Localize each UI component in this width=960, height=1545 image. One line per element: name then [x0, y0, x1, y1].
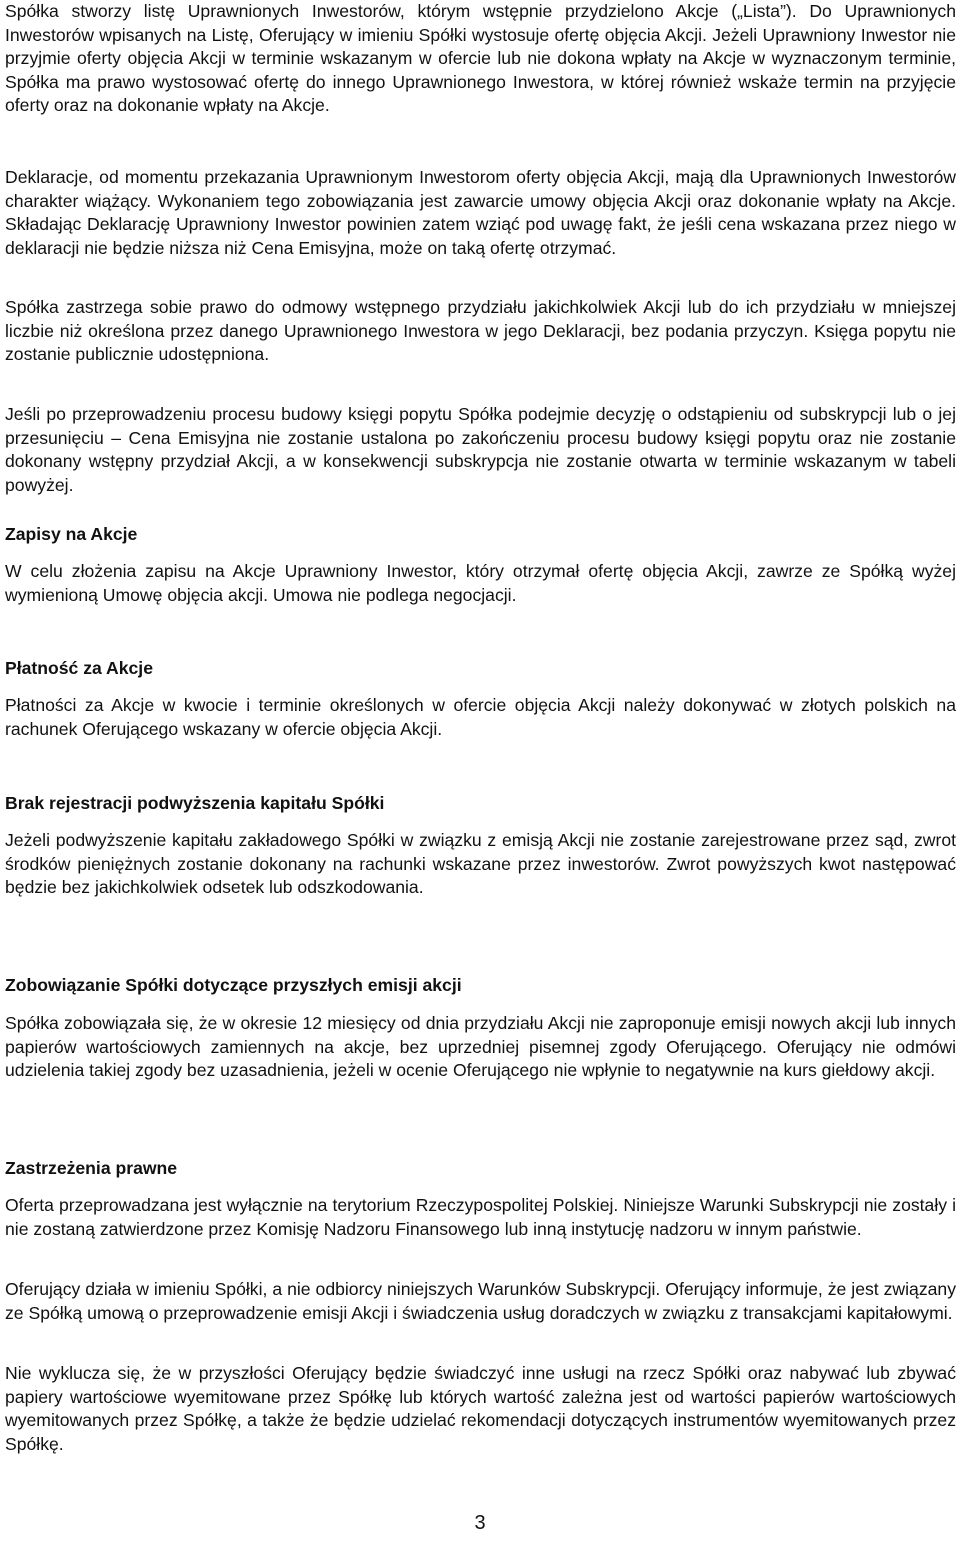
paragraph-zastrzezenia-1: Oferta przeprowadzana jest wyłącznie na terytorium Rzeczypospolitej Polskiej. Niniejsze Warunki Subskrypcji nie zostały i nie zostaną zatwierdzone przez Komisję Nadzoru Finansowego lub inną instytucję nadzoru w innym państwie. [5, 1195, 956, 1239]
paragraph-zobowiazanie: Spółka zobowiązała się, że w okresie 12 miesięcy od dnia przydziału Akcji nie zaproponuje emisji nowych akcji lub innych papierów wartościowych zamiennych na akcje, bez uprzedniej pisemnej zgody Oferującego. Oferujący nie odmówi udzielenia takiej zgody bez uzasadnienia, jeżeli w ocenie Oferującego nie wpłynie to negatywnie na kurs giełdowy akcji. [5, 1013, 956, 1081]
paragraph-platnosc: Płatności za Akcje w kwocie i terminie określonych w ofercie objęcia Akcji należy dokonywać w złotych polskich na rachunek Oferującego wskazany w ofercie objęcia Akcji. [5, 695, 956, 739]
paragraph-zastrzezenia-3: Nie wyklucza się, że w przyszłości Oferujący będzie świadczyć inne usługi na rzecz Spółki oraz nabywać lub zbywać papiery wartościowe wyemitowane przez Spółkę lub których wartość zależna jest od wartości papierów wartościowych wyemitowanych przez Spółkę, a także że będzie udzielać rekomendacji dotyczących instrumentów wyemitowanych przez Spółkę. [5, 1363, 956, 1454]
paragraph-odstapienie: Jeśli po przeprowadzeniu procesu budowy księgi popytu Spółka podejmie decyzję o odstąpieniu od subskrypcji lub o jej przesunięciu – Cena Emisyjna nie zostanie ustalona po zakończeniu procesu budowy księgi popytu oraz nie zostanie dokonany wstępny przydział Akcji, a w konsekwencji subskrypcja nie zostanie otwarta w terminie wskazanym w tabeli powyżej. [5, 404, 956, 495]
heading-zobowiazanie: Zobowiązanie Spółki dotyczące przyszłych emisji akcji [5, 975, 462, 995]
paragraph-prawo-odmowy: Spółka zastrzega sobie prawo do odmowy wstępnego przydziału jakichkolwiek Akcji lub do ich przydziału w mniejszej liczbie niż określona przez danego Uprawnionego Inwestora w jego Deklaracji, bez podania przyczyn. Księga popytu nie zostanie publicznie udostępniona. [5, 297, 956, 365]
paragraph-lista: Spółka stworzy listę Uprawnionych Inwestorów, którym wstępnie przydzielono Akcje („Lista”). Do Uprawnionych Inwestorów wpisanych na Listę, Oferujący w imieniu Spółki wystosuje ofertę objęcia Akcji. Jeżeli Uprawniony Inwestor nie przyjmie oferty objęcia Akcji w terminie wskazanym w ofercie lub nie dokona wpłaty na Akcje w wyznaczonym terminie, Spółka ma prawo wystosować ofertę do innego Uprawnionego Inwestora, w której również wskaże termin na przyjęcie oferty oraz na dokonanie wpłaty na Akcje. [5, 1, 956, 116]
heading-platnosc: Płatność za Akcje [5, 658, 153, 678]
paragraph-zastrzezenia-2: Oferujący działa w imieniu Spółki, a nie odbiorcy niniejszych Warunków Subskrypcji. Oferujący informuje, że jest związany ze Spółką umową o przeprowadzenie emisji Akcji i świadczenia usług doradczych w związku z transakcjami kapitałowymi. [5, 1279, 956, 1323]
heading-brak-rejestracji: Brak rejestracji podwyższenia kapitału Spółki [5, 793, 385, 813]
paragraph-zapisy: W celu złożenia zapisu na Akcje Uprawniony Inwestor, który otrzymał ofertę objęcia Akcji, zawrze ze Spółką wyżej wymienioną Umowę objęcia akcji. Umowa nie podlega negocjacji. [5, 561, 956, 605]
heading-zastrzezenia: Zastrzeżenia prawne [5, 1158, 178, 1178]
heading-zapisy: Zapisy na Akcje [5, 524, 138, 544]
page-number: 3 [474, 1512, 486, 1534]
paragraph-brak-rejestracji: Jeżeli podwyższenie kapitału zakładowego Spółki w związku z emisją Akcji nie zostanie zarejestrowane przez sąd, zwrot środków pieniężnych zostanie dokonany na rachunki wskazane przez inwestorów. Zwrot powyższych kwot następować będzie bez jakichkolwiek odsetek lub odszkodowania. [5, 830, 956, 898]
paragraph-deklaracje: Deklaracje, od momentu przekazania Uprawnionym Inwestorom oferty objęcia Akcji, mają dla Uprawnionych Inwestorów charakter wiążący. Wykonaniem tego zobowiązania jest zawarcie umowy objęcia Akcji oraz dokonanie wpłaty na Akcje. Składając Deklarację Uprawniony Inwestor powinien zatem wziąć pod uwagę fakt, że jeśli cena wskazana przez niego w deklaracji nie będzie niższa niż Cena Emisyjna, może on taką ofertę otrzymać. [5, 167, 956, 258]
